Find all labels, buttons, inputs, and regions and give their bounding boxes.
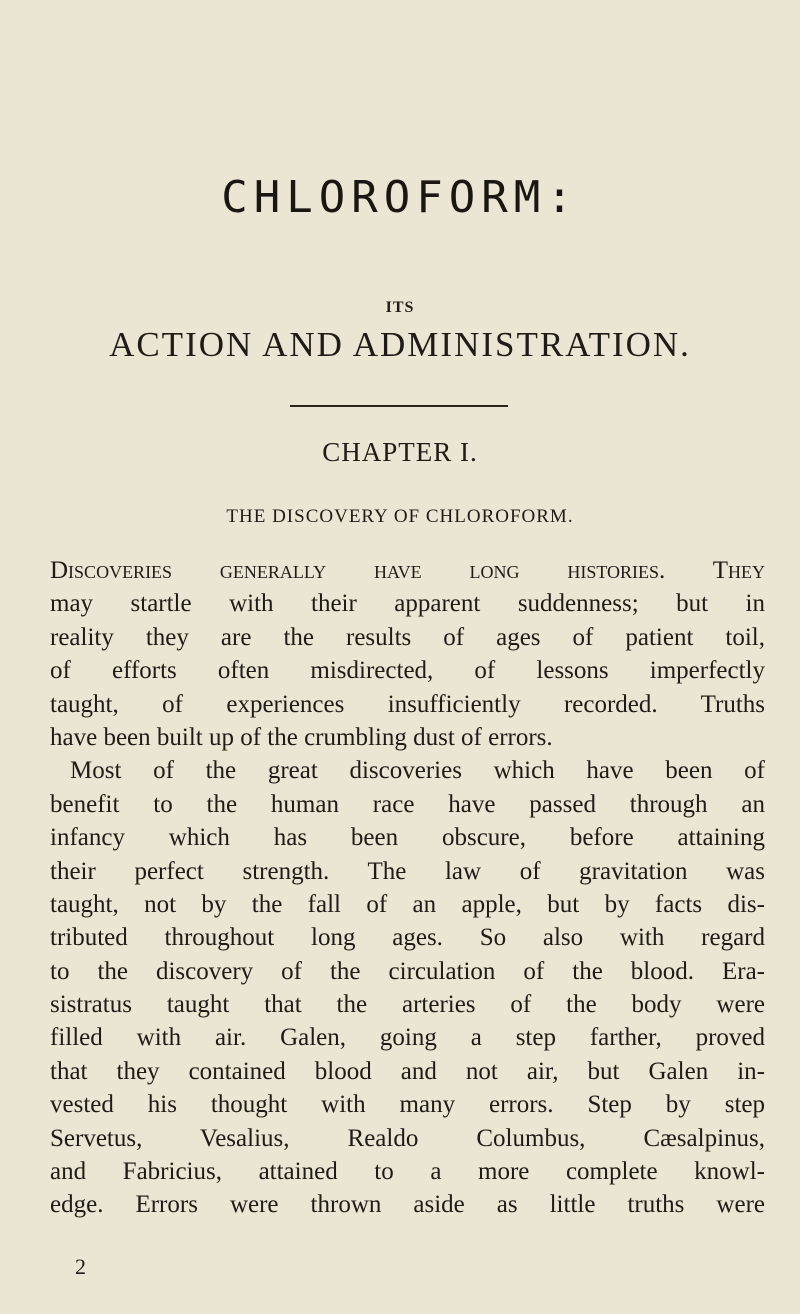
book-subtitle: ACTION AND ADMINISTRATION.	[109, 325, 691, 364]
text-line: taught, not by the fall of an apple, but by facts dis-	[50, 890, 765, 918]
page-number: 2	[75, 1254, 86, 1279]
text-line: that they contained blood and not air, but Galen in-	[50, 1057, 765, 1085]
text-line: edge. Errors were thrown aside as little truths were	[50, 1191, 765, 1219]
text-line: vested his thought with many errors. Step by step	[50, 1091, 765, 1119]
text-line: tributed throughout long ages. So also with regard	[50, 924, 765, 952]
text-line: taught, of experiences insufficiently recorded. Truths	[50, 690, 765, 718]
text-line: Servetus, Vesalius, Realdo Columbus, Cæsalpinus,	[50, 1124, 765, 1152]
text-line: Most of the great discoveries which have been of	[70, 757, 765, 785]
text-line: benefit to the human race have passed through an	[50, 790, 765, 818]
text-line: to the discovery of the circulation of the blood. Era-	[50, 957, 765, 985]
text-line: their perfect strength. The law of gravitation was	[50, 857, 765, 885]
text-line: may startle with their apparent suddenness; but in	[50, 590, 765, 618]
text-line: Discoveries generally have long histories. They	[50, 557, 765, 584]
text-line: of efforts often misdirected, of lessons imperfectly	[50, 657, 765, 685]
text-line: and Fabricius, attained to a more complete knowl-	[50, 1158, 765, 1186]
text-line: have been built up of the crumbling dust of errors.	[50, 723, 553, 751]
chapter-title: THE DISCOVERY OF CHLOROFORM.	[226, 506, 574, 527]
chapter-body	[50, 554, 765, 1222]
section-divider	[290, 405, 508, 407]
book-title: CHLOROFORM:	[221, 172, 579, 223]
text-line: reality they are the results of ages of patient toil,	[50, 623, 765, 651]
chapter-heading: CHAPTER I.	[322, 437, 478, 467]
text-line: infancy which has been obscure, before attaining	[50, 824, 765, 852]
text-line: sistratus taught that the arteries of the body were	[50, 991, 765, 1019]
text-line: filled with air. Galen, going a step farther, proved	[50, 1024, 765, 1052]
its-label: ITS	[385, 299, 415, 316]
